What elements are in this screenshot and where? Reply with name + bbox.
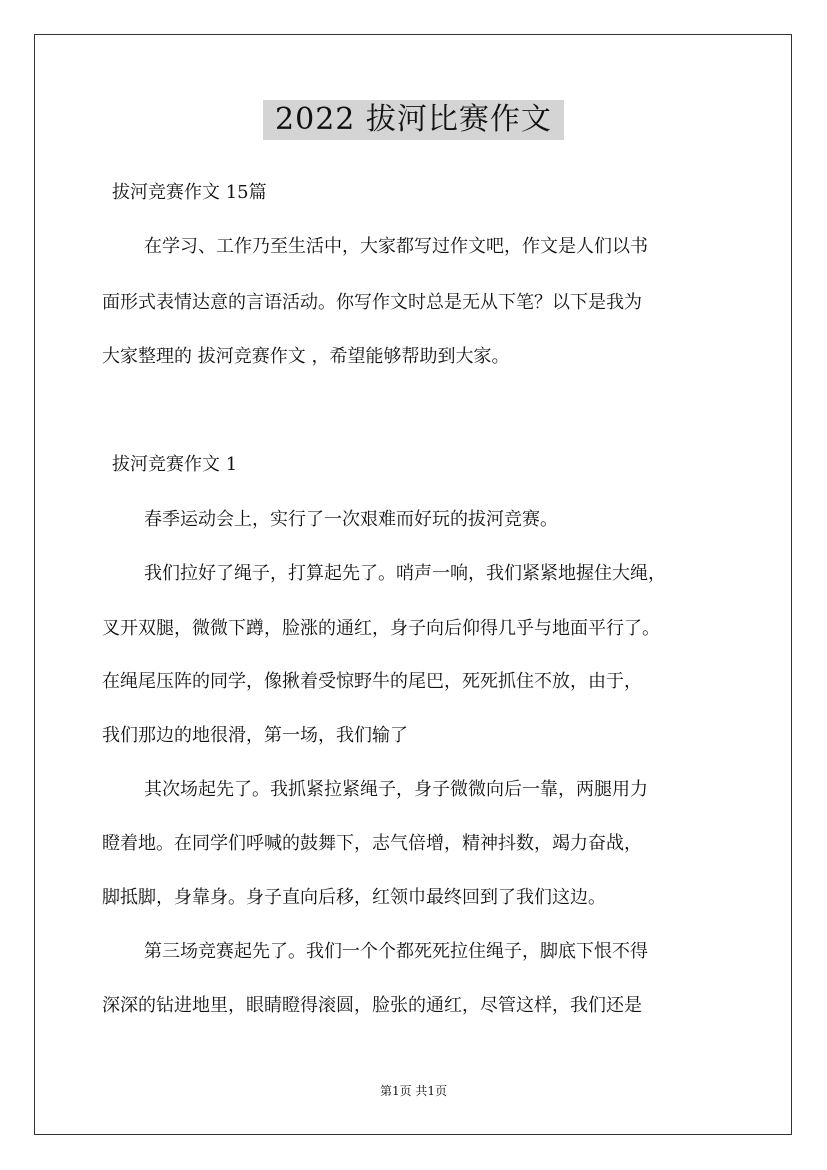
- intro-line-1: 在学习、工作乃至生活中，大家都写过作文吧，作文是人们以书: [144, 236, 648, 257]
- paragraph-line: 我们那边的地很滑，第一场，我们输了: [102, 725, 408, 746]
- paragraph-line: 叉开双腿，微微下蹲，脸涨的通红，身子向后仰得几乎与地面平行了。: [102, 618, 660, 639]
- document-title: 2022 拔河比赛作文: [263, 100, 564, 140]
- paragraph-line: 瞪着地。在同学们呼喊的鼓舞下，志气倍增，精神抖数，竭力奋战，: [102, 833, 642, 854]
- paragraph-line: 第三场竞赛起先了。我们一个个都死死拉住绳子，脚底下恨不得: [144, 941, 648, 962]
- paragraph-line: 我们拉好了绳子，打算起先了。哨声一响，我们紧紧地握住大绳，: [144, 563, 666, 584]
- title-container: [0, 100, 827, 140]
- paragraph-line: 春季运动会上，实行了一次艰难而好玩的拔河竞赛。: [144, 509, 558, 530]
- paragraph-line: 在绳尾压阵的同学，像揪着受惊野牛的尾巴，死死抓住不放，由于，: [102, 671, 642, 692]
- paragraph-line: 深深的钻进地里，眼睛瞪得滚圆，脸张的通红，尽管这样，我们还是: [102, 995, 642, 1016]
- page-footer: 第1页 共1页: [379, 1084, 448, 1098]
- paragraph-line: 其次场起先了。我抓紧拉紧绳子，身子微微向后一靠，两腿用力: [144, 779, 648, 800]
- subtitle: 拔河竞赛作文 15篇: [112, 182, 267, 203]
- intro-line-3: 大家整理的 拔河竞赛作文 ，希望能够帮助到大家。: [102, 346, 510, 367]
- intro-line-2: 面形式表情达意的言语活动。你写作文时总是无从下笔？以下是我为: [102, 292, 642, 313]
- section-heading: 拔河竞赛作文 1: [112, 454, 238, 475]
- paragraph-line: 脚抵脚，身靠身。身子直向后移，红领巾最终回到了我们这边。: [102, 887, 606, 908]
